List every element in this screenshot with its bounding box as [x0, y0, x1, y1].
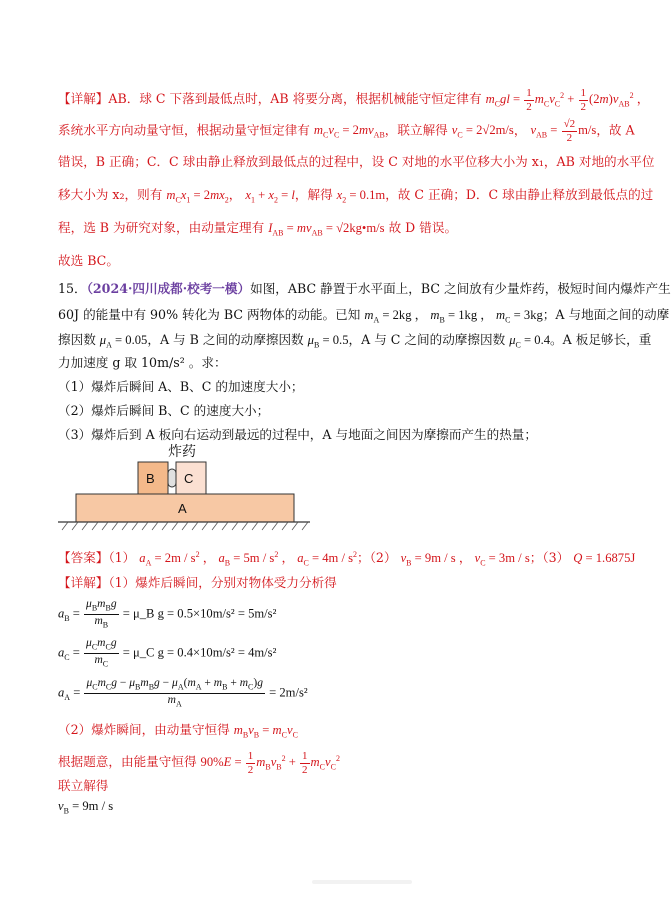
momentum-equation: $m_Cv_C = 2mv_{AB}$ [313, 123, 385, 140]
sub-question-3: （3）爆炸后到 A 板向右运动到最远的过程中，A 与地面之间因为摩擦而产生的热量； [58, 427, 537, 442]
answer-label: 【答案】 [58, 550, 109, 566]
detail2-line1: 【详解】（1）爆炸后瞬间，分别对物体受力分析得 [58, 575, 337, 590]
block-c-label: C [184, 471, 194, 486]
detail1-line4: 移大小为 x₂，则有 $m_Cx_1 = 2mx_2$， $x_1 + x_2 = l$，解得 $x_2 = 0.1m$，故 C 正确；D．C 球由静止释放到最低点的过 [58, 187, 654, 205]
sub-question-1: （1）爆炸后瞬间 A、B、C 的加速度大小； [58, 379, 304, 394]
physics-diagram [58, 436, 318, 536]
result-vb: $v_B = 9m / s$ [58, 799, 114, 816]
equation-ac: $a_C$ = $\frac{\mu_Cm_Cg}{m_C}$ = μ_C g = 0.4×10m/s² = 4m/s² [58, 637, 277, 669]
ground-hatching [62, 522, 308, 530]
answer-heat: Q = 1.6875J [573, 551, 636, 566]
detail2-line3: 根据题意，由能量守恒得 90%E = $\frac{1}{2}$ $m_Bv_B^2$ + $\frac{1}{2}$ $m_Cv_C^2$ [58, 749, 340, 776]
explosive-label: 炸药 [168, 444, 196, 460]
equation-aa: $a_A$ = $\frac{\mu_Cm_Cg - \mu_Bm_Bg - \mu_A(m_A + m_B + m_C)g}{m_A}$ = 2m/s² [58, 677, 308, 709]
vab-result: $v_{AB}$ = $\frac{√2}{2}$ m/s [530, 118, 597, 144]
equation-ab: $a_B$ = $\frac{\mu_Bm_Bg}{m_B}$ = μ_B g = 0.5×10m/s² = 5m/s² [58, 598, 277, 630]
board-a-label: A [178, 501, 187, 516]
detail1-line5: 程，选 B 为研究对象，由动量定理有 $I_{AB} = mv_{AB}$ = √2kg•m/s 故 D 错误。 [58, 220, 458, 238]
explosive-capsule [168, 469, 176, 487]
detail1-text: 【详解】AB．球 C 下落到最低点时，AB 将要分离，根据机械能守恒定律有 [58, 91, 482, 107]
answer-line: 【答案】（1） $a_A = 2m / s^2$ ， $a_B = 5m / s^2$ ， $a_C = 4m / s^2$；（2） $v_B = 9m / s$ ， $v_C = 3m / s$；（3） Q = 1.6875J [58, 550, 636, 568]
detail2-line4: 联立解得 [58, 778, 109, 793]
question15-line4: 力加速度 g 取 10m/s² 。求： [58, 355, 227, 370]
detail1-line1: 【详解】AB．球 C 下落到最低点时，AB 将要分离，根据机械能守恒定律有 $m_Cgl$ = $\frac{1}{2}$ $m_Cv_C^2$ + $\frac{1}{2}$ $(2m)v_{AB}^2$ ， [58, 86, 650, 113]
page-footer-mark [312, 880, 412, 884]
detail1-line3: 错误，B 正确；C．C 球由静止释放到最低点的过程中，设 C 对地的水平位移大小为 x₁，AB 对地的水平位 [58, 154, 655, 169]
question-number: 15． [58, 281, 87, 296]
vc-result: $v_C = 2√2m/s$ [451, 123, 514, 140]
answer-velocities: $v_B = 9m / s$ ， $v_C = 3m / s$ [400, 551, 530, 568]
detail2-line2: （2）爆炸瞬间，由动量守恒得 $m_Bv_B = m_Cv_C$ [58, 722, 298, 740]
question15-line1: 15．（2024·四川成都·校考一模）如图，ABC 静置于水平面上，BC 之间放有少量炸药，极短时间内爆炸产生 [58, 281, 671, 296]
question15-line2: 60J 的能量中有 90% 转化为 BC 两物体的动能。已知 $m_A = 2kg$ ， $m_B = 1kg$ ， $m_C = 3kg$；A 与地面之间的动摩 [58, 307, 670, 325]
answer-accelerations: $a_A = 2m / s^2$ ， $a_B = 5m / s^2$ ， $a_C = 4m / s^2$ [139, 550, 358, 568]
energy-equation: $m_Cgl$ = $\frac{1}{2}$ $m_Cv_C^2$ + $\frac{1}{2}$ $(2m)v_{AB}^2$ [485, 86, 634, 113]
detail1-line2: 系统水平方向动量守恒，根据动量守恒定律有 $m_Cv_C = 2mv_{AB}$，联立解得 $v_C = 2√2m/s$， $v_{AB}$ = $\frac{√2}{2}$ m/s，故 A [58, 118, 635, 144]
question-source: （2024·四川成都·校考一模） [86, 281, 251, 296]
sub-question-2: （2）爆炸后瞬间 B、C 的速度大小； [58, 403, 270, 418]
masses: $m_A = 2kg$ ， $m_B = 1kg$ ， $m_C = 3kg$ [364, 308, 543, 325]
detail1-conclusion: 故选 BC。 [58, 253, 119, 268]
block-b-label: B [146, 471, 155, 486]
question15-line3: 擦因数 $\mu_A = 0.05$，A 与 B 之间的动摩擦因数 $\mu_B = 0.5$，A 与 C 之间的动摩擦因数 $\mu_C = 0.4$。A 板足够长，重 [58, 332, 652, 350]
